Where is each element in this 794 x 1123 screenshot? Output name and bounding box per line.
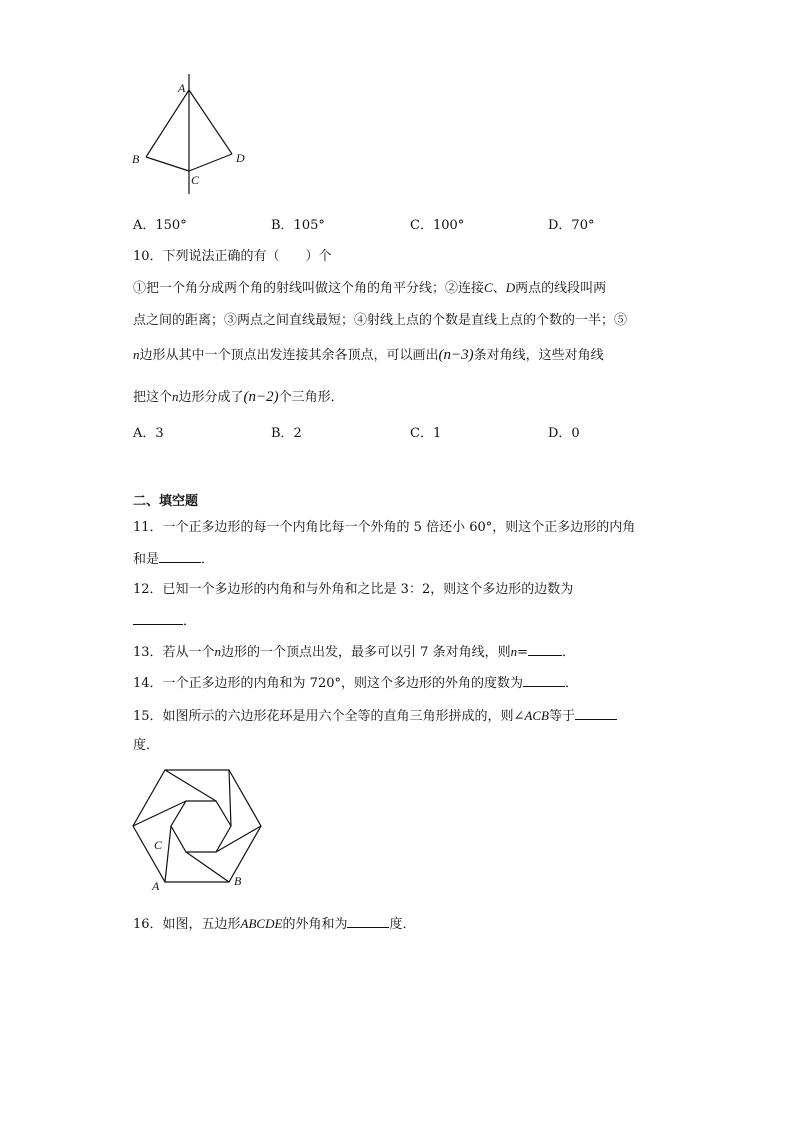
q15-line1-b: 等于 <box>549 709 576 724</box>
q9-option-a: A．150° <box>133 218 187 233</box>
label-b: B <box>234 874 242 888</box>
label-c: C <box>154 838 163 852</box>
q11-line2-text: 和是 <box>133 552 160 567</box>
q10-line3 <box>133 344 604 364</box>
q15-line2: 度． <box>133 738 160 753</box>
q13-text-a: 13．若从一个 <box>133 645 215 660</box>
q13-answer-blank[interactable] <box>528 643 562 656</box>
spoke-4 <box>186 852 229 882</box>
q15-figure <box>128 763 268 893</box>
segment-ad <box>189 90 232 154</box>
q11-answer-blank[interactable] <box>159 550 201 563</box>
q12-line2 <box>133 610 196 629</box>
outer-hexagon <box>133 770 261 882</box>
spoke-1 <box>165 770 216 801</box>
q10-line3-a: 边形从其中一个顶点出发连接其余各顶点，可以画出 <box>139 348 439 363</box>
q9-figure <box>128 70 253 198</box>
q10-var-d: D <box>505 280 516 295</box>
q16-answer-blank[interactable] <box>347 915 389 928</box>
q13-text-b: 边形的一个顶点出发，最多可以引 7 条对角线，则 <box>221 645 511 660</box>
q14-line <box>133 672 578 691</box>
spoke-5 <box>165 826 171 882</box>
q12-end: ． <box>183 614 197 629</box>
q15-angle: ∠ACB <box>513 708 549 723</box>
label-b: B <box>132 152 140 166</box>
q15-answer-blank[interactable] <box>575 707 617 720</box>
q11-line2 <box>133 548 214 567</box>
q15-line1-text: 15．如图所示的六边形花环是用六个全等的直角三角形拼成的，则 <box>133 709 514 724</box>
label-a: A <box>152 879 160 893</box>
q10-line4-c: 个三角形． <box>278 390 344 405</box>
q10-var-n: n <box>133 347 140 362</box>
q9-option-d: D．70° <box>548 218 595 233</box>
q10-expr-n-minus-2: (n−2) <box>243 389 279 405</box>
inner-hexagon <box>171 801 231 852</box>
q10-option-b: B．2 <box>271 426 302 441</box>
q10-line4-a: 把这个 <box>133 390 173 405</box>
q10-var-n2: n <box>172 389 179 404</box>
q15-line1 <box>133 705 617 724</box>
q14-text: 14．一个正多边形的内角和为 720°，则这个多边形的外角的度数为 <box>133 676 523 691</box>
q10-stem: 10．下列说法正确的有（ ）个 <box>133 249 332 264</box>
q11-end: ． <box>201 552 215 567</box>
q16-text-b: 的外角和为 <box>282 917 348 932</box>
q10-sep: 、 <box>492 281 506 296</box>
spoke-2 <box>229 770 231 826</box>
q16-text-a: 16．如图，五边形 <box>133 917 241 932</box>
q11-line1: 11．一个正多边形的每一个内角比每一个外角的 5 倍还小 60°，则这个正多边形的内角 <box>133 520 636 535</box>
q10-var-c: C <box>484 280 493 295</box>
q10-option-c: C．1 <box>410 426 442 441</box>
q10-line1-text: ①把一个角分成两个角的射线叫做这个角的角平分线；②连接 <box>133 281 485 296</box>
section-title: 二、填空题 <box>133 494 199 509</box>
q12-line1: 12．已知一个多边形的内角和与外角和之比是 3：2，则这个多边形的边数为 <box>133 582 574 597</box>
q16-end: 度． <box>389 917 416 932</box>
q16-line <box>133 913 415 932</box>
segment-cd <box>189 154 232 171</box>
q10-expr-n-minus-3: (n−3) <box>438 347 474 363</box>
q10-option-d: D．0 <box>548 426 580 441</box>
label-a: A <box>178 81 186 95</box>
q10-line2: 点之间的距离；③两点之间直线最短；④射线上点的个数是直线上点的个数的一半；⑤ <box>133 313 628 328</box>
q13-var-n2: n <box>510 644 518 659</box>
segment-ab <box>146 90 189 157</box>
q14-answer-blank[interactable] <box>523 674 565 687</box>
q10-line3-b: 条对角线，这些对角线 <box>473 348 604 363</box>
segment-bc <box>146 157 189 171</box>
q13-eq: = <box>517 645 528 660</box>
q10-option-a: A．3 <box>133 426 164 441</box>
label-c: C <box>191 173 200 187</box>
q13-line <box>133 641 575 660</box>
q12-answer-blank[interactable] <box>133 612 183 625</box>
label-d: D <box>236 151 245 165</box>
q9-option-b: B．105° <box>271 218 325 233</box>
q10-line1 <box>133 277 606 296</box>
q10-line4 <box>133 386 344 406</box>
q13-var-n: n <box>214 644 222 659</box>
q10-line4-b: 边形分成了 <box>178 390 244 405</box>
q9-option-c: C．100° <box>410 218 465 233</box>
q16-var: ABCDE <box>240 916 283 931</box>
q14-end: ． <box>565 676 579 691</box>
q13-end: ． <box>562 645 576 660</box>
q10-line1-tail: 两点的线段叫两 <box>515 281 607 296</box>
